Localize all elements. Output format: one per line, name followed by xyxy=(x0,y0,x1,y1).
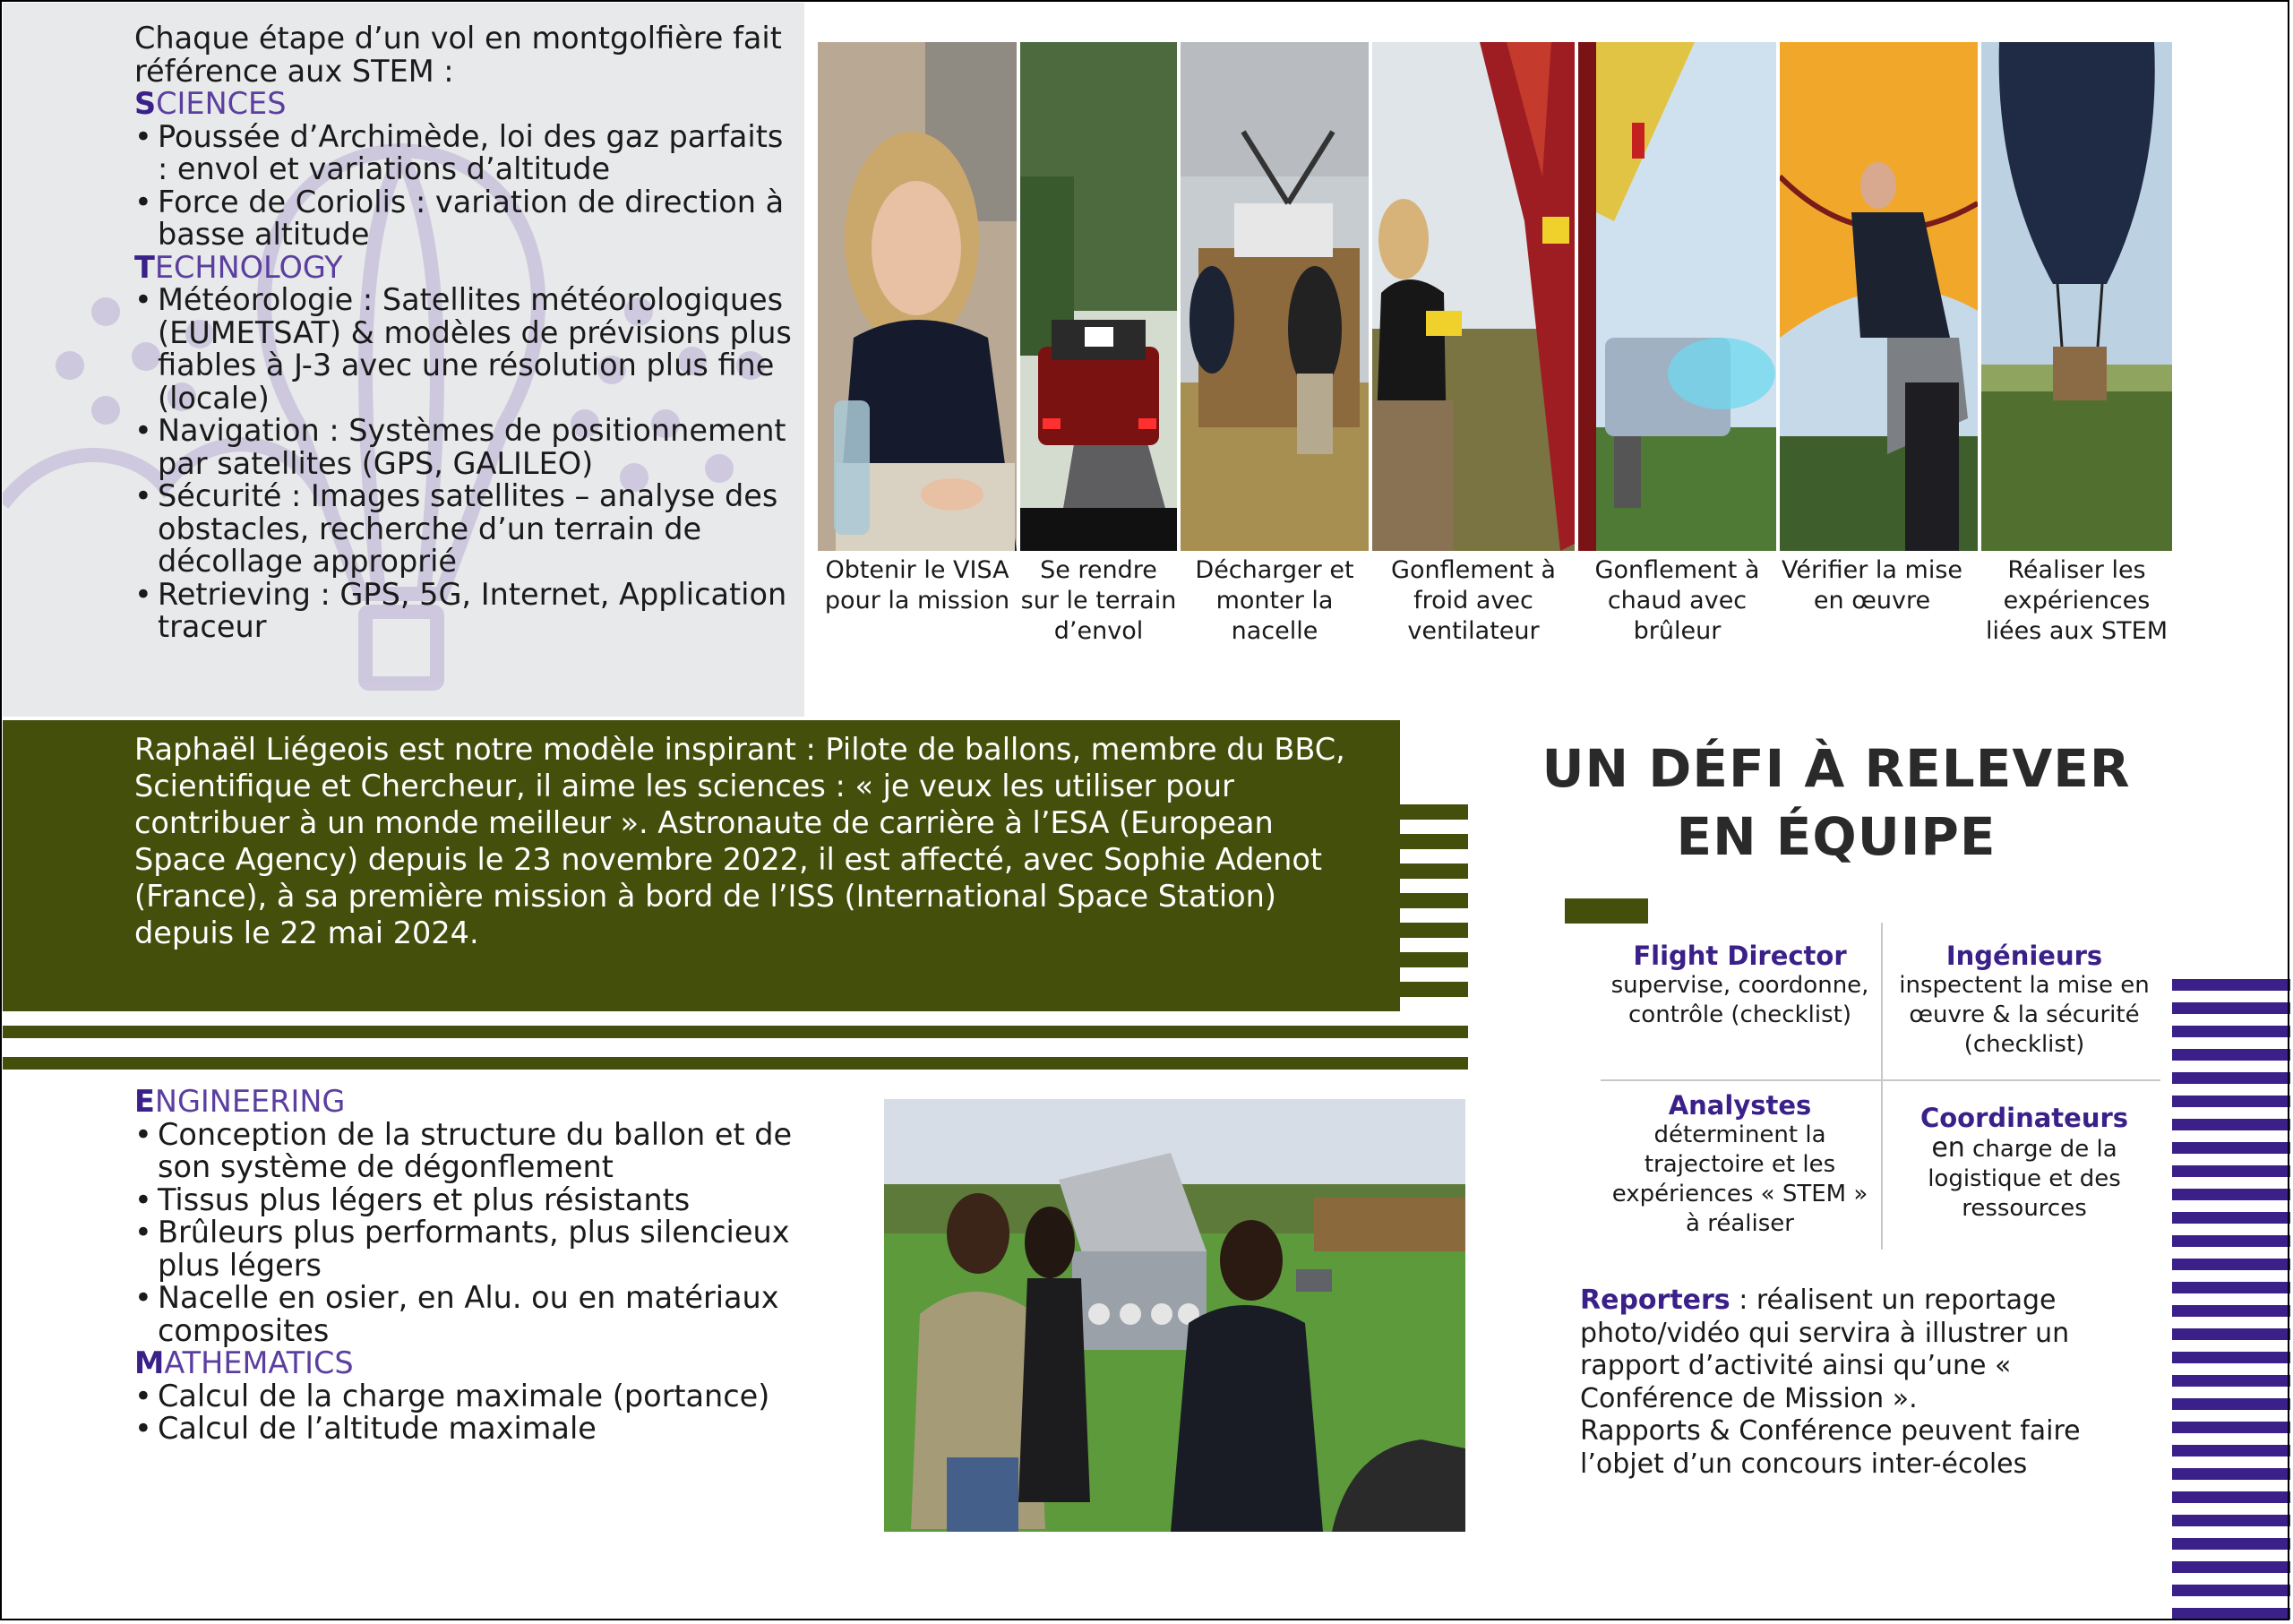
defi-title-line1: UN DÉFI À RELEVER xyxy=(1542,738,2131,799)
list-item: • Poussée d’Archimède, loi des gaz parfaits : envol et variations d’altitude xyxy=(134,121,797,186)
step-caption-1: Obtenir le VISA pour la mission xyxy=(824,556,1010,614)
technology-letter: T xyxy=(134,249,155,285)
quote-text: Raphaël Liégeois est notre modèle inspirant : Pilote de ballons, membre du BBC, Scientifique et Chercheur, il aime les sciences : « je veux les utiliser pour contribuer à un monde meilleur ». Astronaute de carrière à l’ESA (European Space Agency) depuis le 23 novembre 2022, il est affecté, avec Sophie Adenot (France), à sa première mission à bord de l’ISS (International Space Station) depuis le 22 mai 2024. xyxy=(134,732,1345,950)
role-desc-rest: charge de la logistique et des ressources xyxy=(1928,1136,2121,1222)
step-caption-4: Gonflement à froid avec ventilateur xyxy=(1391,556,1556,645)
sciences-rest: CIENCES xyxy=(156,86,287,121)
technology-rest: ECHNOLOGY xyxy=(154,249,343,285)
stem-intro: Chaque étape d’un vol en montgolfière fait référence aux STEM : xyxy=(134,21,782,89)
role-desc: supervise, coordonne, contrôle (checklist) xyxy=(1610,972,1869,1028)
list-item: • Calcul de la charge maximale (portance) xyxy=(134,1380,797,1413)
list-item: • Météorologie : Satellites météorologiques (EUMETSAT) & modèles de prévisions plus fiables à J-3 avec une résolution plus fine (locale) xyxy=(134,284,797,415)
role-title: Analystes xyxy=(1668,1090,1812,1121)
reporters-note: Rapports & Conférence peuvent faire l’objet d’un concours inter-écoles xyxy=(1580,1415,2081,1480)
engineering-letter: E xyxy=(134,1084,155,1119)
role-desc: inspectent la mise en œuvre & la sécurité (checklist) xyxy=(1899,972,2150,1058)
step-caption-5: Gonflement à chaud avec brûleur xyxy=(1594,556,1760,645)
reporters-title: Reporters xyxy=(1580,1285,1730,1316)
list-item: • Sécurité : Images satellites – analyse des obstacles, recherche d’un terrain de décollage approprié xyxy=(134,480,797,579)
reporters-desc: : réalisent un reportage photo/vidéo qui servira à illustrer un rapport d’activité ainsi qu’une « Conférence de Mission ». xyxy=(1580,1285,2070,1414)
role-title: Coordinateurs xyxy=(1919,1103,2129,1133)
role-title: Flight Director xyxy=(1633,941,1847,971)
sciences-letter: S xyxy=(134,86,157,121)
role-desc: déterminent la trajectoire et les expériences « STEM » à réaliser xyxy=(1611,1121,1868,1237)
list-item: • Force de Coriolis : variation de direction à basse altitude xyxy=(134,186,797,252)
step-caption-2: Se rendre sur le terrain d’envol xyxy=(1020,556,1177,645)
list-item: • Tissus plus légers et plus résistants xyxy=(134,1184,797,1217)
list-item: • Conception de la structure du ballon et de son système de dégonflement xyxy=(134,1119,797,1184)
list-item: • Navigation : Systèmes de positionnement par satellites (GPS, GALILEO) xyxy=(134,415,797,480)
role-desc-lead: en xyxy=(1931,1132,1965,1164)
defi-title-line2: EN ÉQUIPE xyxy=(1676,806,1997,867)
mathematics-rest: ATHEMATICS xyxy=(164,1345,354,1380)
list-item: • Brûleurs plus performants, plus silencieux plus légers xyxy=(134,1216,797,1282)
mathematics-letter: M xyxy=(134,1345,165,1380)
step-caption-6: Vérifier la mise en œuvre xyxy=(1782,556,1962,614)
role-title: Ingénieurs xyxy=(1945,941,2103,971)
list-item: • Nacelle en osier, en Alu. ou en matériaux composites xyxy=(134,1282,797,1347)
list-item: • Calcul de l’altitude maximale xyxy=(134,1413,797,1446)
engineering-rest: NGINEERING xyxy=(154,1084,346,1119)
list-item: • Retrieving : GPS, 5G, Internet, Application traceur xyxy=(134,579,797,644)
step-caption-3: Décharger et monter la nacelle xyxy=(1195,556,1354,645)
step-caption-7: Réaliser les expériences liées aux STEM xyxy=(1985,556,2168,645)
